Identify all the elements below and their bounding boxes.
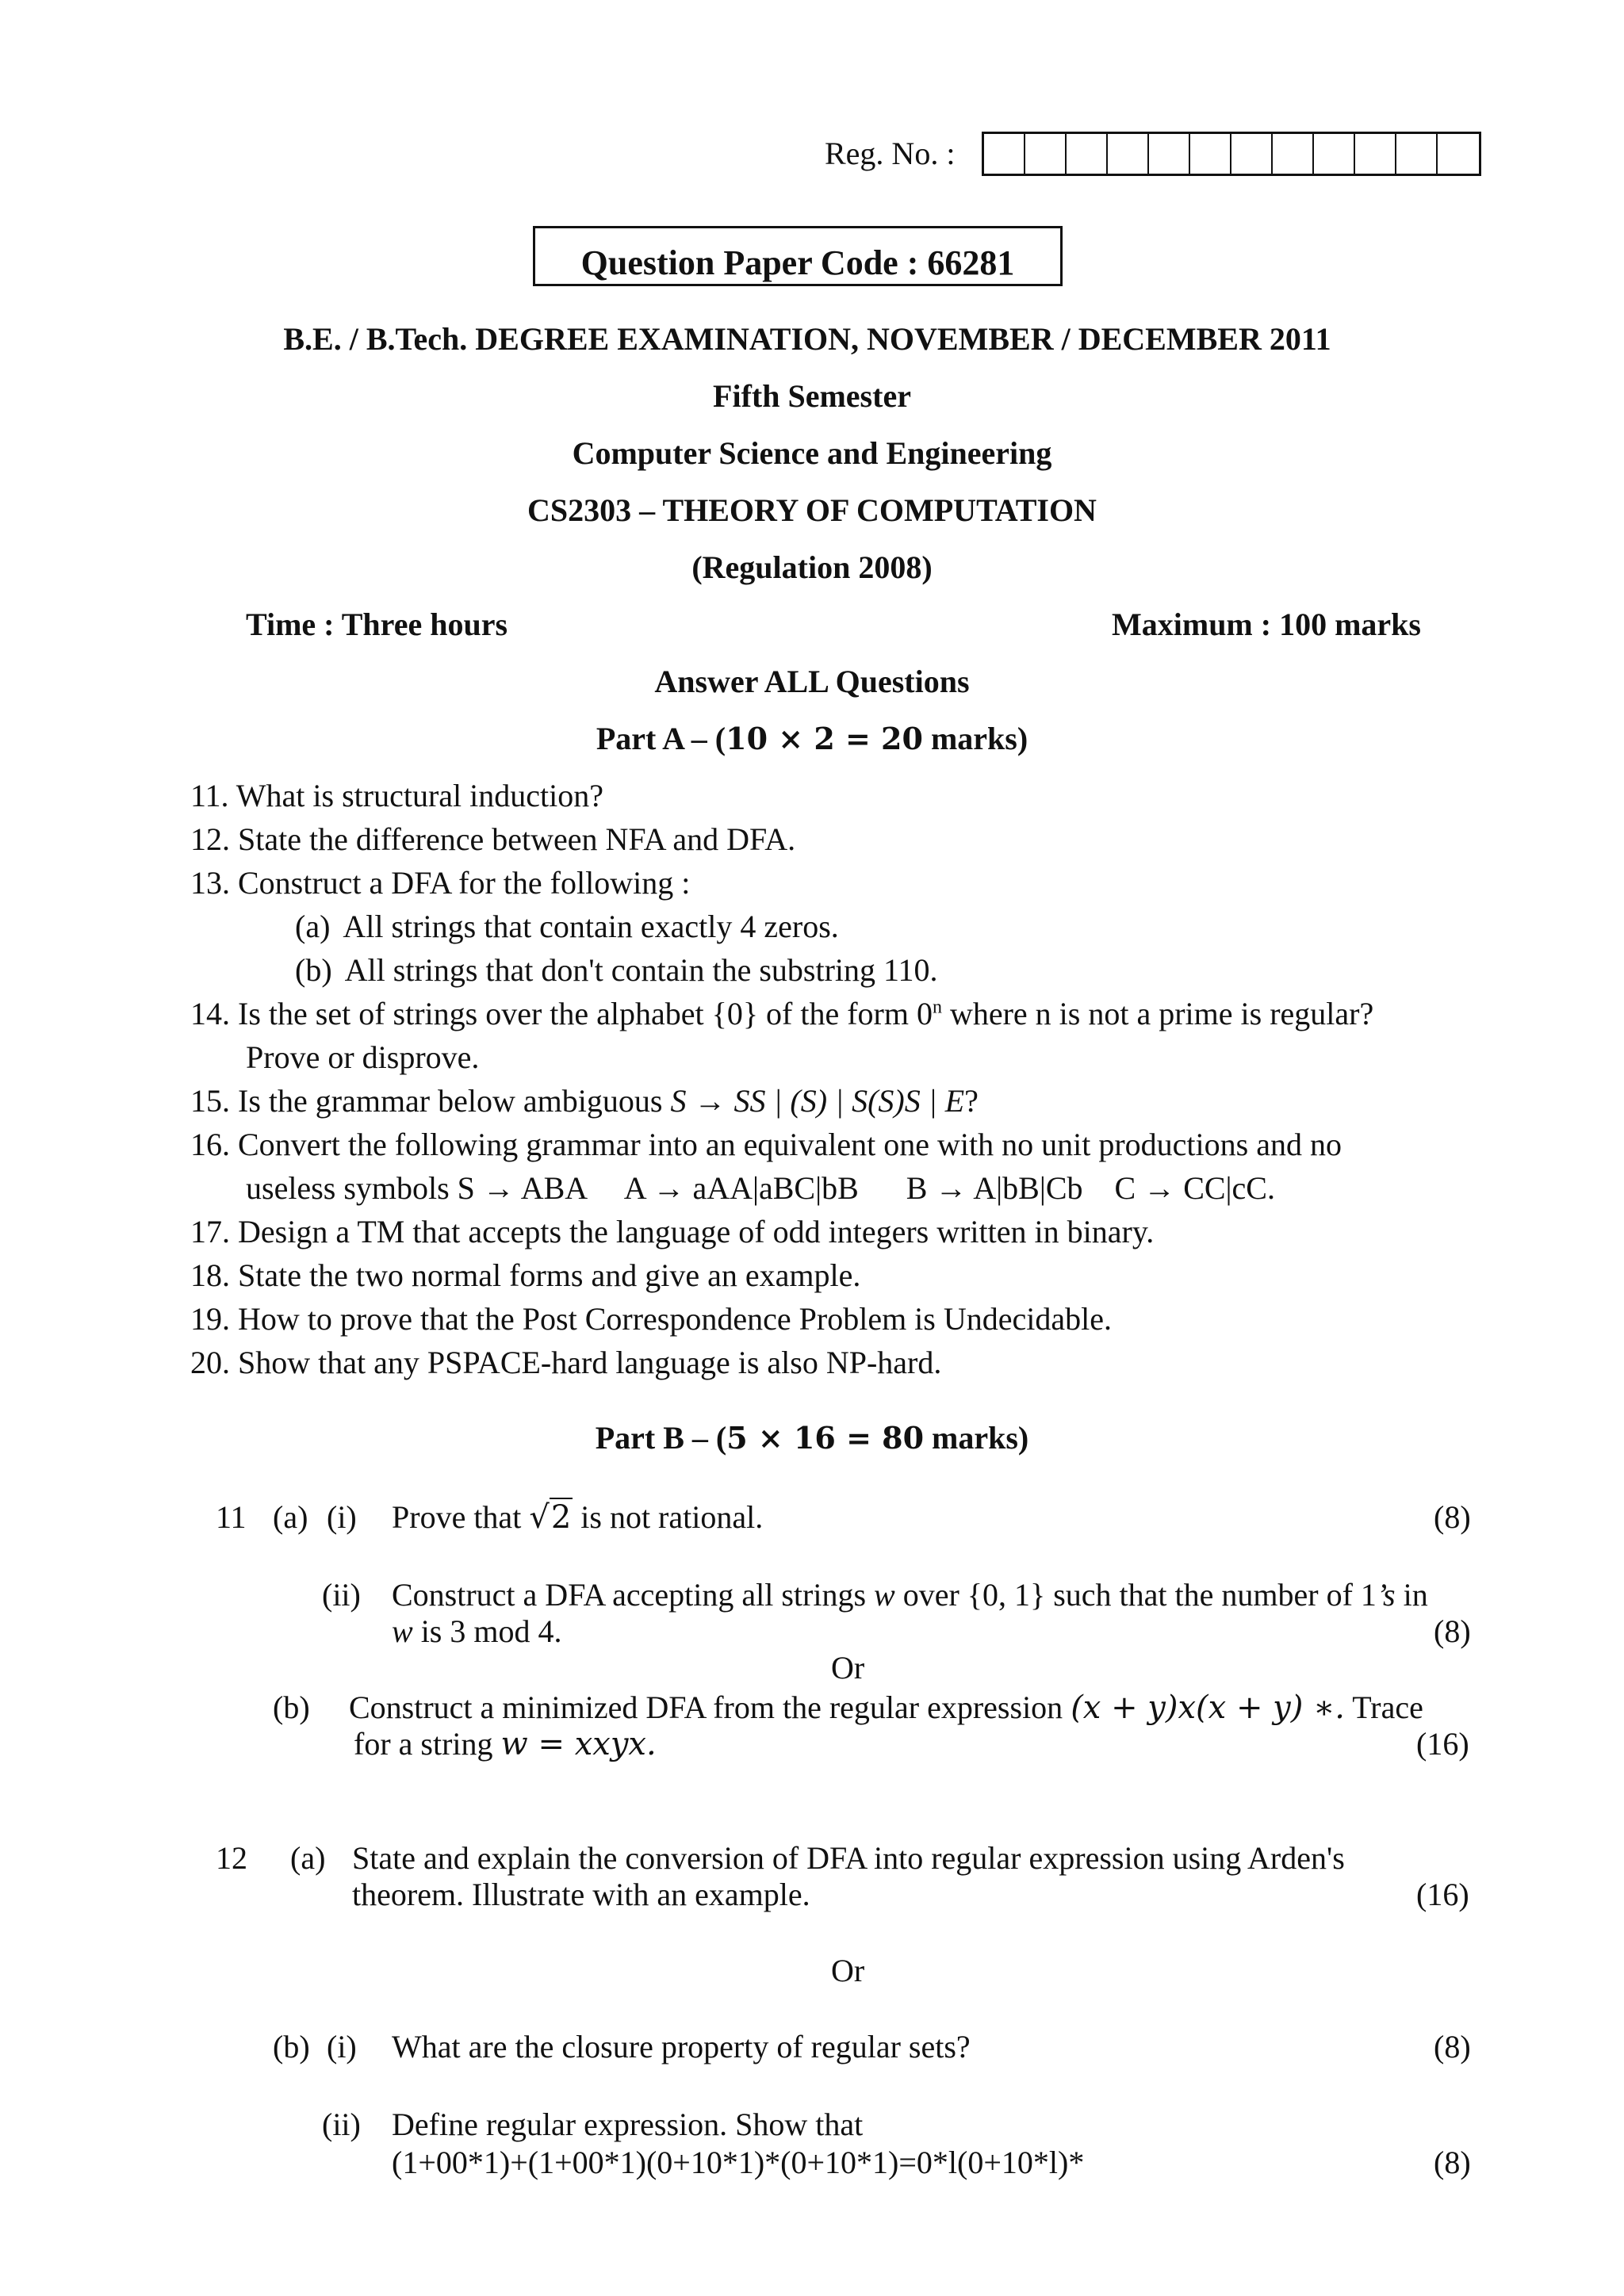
question-number: 15.: [190, 1083, 230, 1119]
text-a: Construct a DFA accepting all strings: [392, 1577, 875, 1613]
part-b-q11-ii-line2: [392, 1613, 561, 1651]
subject: CS2303 – THEORY OF COMPUTATION: [527, 492, 1097, 528]
part-a-title: [0, 720, 1624, 758]
part-a-title-suffix: marks): [922, 721, 1028, 756]
question-17: [190, 1213, 1154, 1251]
reg-no-digit-box[interactable]: [1396, 134, 1438, 174]
trace-string: w = xxyx.: [500, 1726, 657, 1762]
part-b-q12-i-text: What are the closure property of regular sets?: [392, 2029, 971, 2064]
part-b-q12-i-marks: (8): [1434, 2029, 1471, 2064]
reg-no-digit-box[interactable]: [984, 134, 1025, 174]
part-b-q11-b-label: (b): [273, 1689, 310, 1725]
question-14-line2: Prove or disprove.: [246, 1039, 480, 1075]
question-13-sub-b: [295, 951, 938, 989]
part-b-q11-b-line1: [349, 1689, 1423, 1727]
part-b-q11-i-label: (i): [327, 1499, 357, 1535]
text-b: over {0, 1} such that the number of 1: [894, 1577, 1377, 1613]
part-b-q12-ii-label: (ii): [322, 2107, 361, 2142]
grammar-expression: S → SS | (S) | S(S)S | E: [670, 1083, 965, 1119]
part-b-title-suffix: marks): [924, 1420, 1029, 1456]
question-16-line2: useless symbols S → ABA A → aAA|aBC|bB B → A|bB|Cb C → CC|cC.: [246, 1170, 1275, 1206]
exam-title: B.E. / B.Tech. DEGREE EXAMINATION, NOVEMBER / DECEMBER 2011: [283, 321, 1331, 357]
question-text: State the difference between NFA and DFA.: [238, 821, 796, 857]
question-14: [190, 995, 1373, 1033]
question-number: 11.: [190, 778, 229, 813]
reg-no-digit-box[interactable]: [1231, 134, 1273, 174]
part-b-q12-or: Or: [831, 1953, 865, 1988]
question-number: 12.: [190, 821, 230, 857]
text-after: is not rational.: [573, 1499, 764, 1535]
part-b-title-math: 5 × 16 = 80: [726, 1420, 925, 1456]
part-b-q12-ii-marks: (8): [1434, 2145, 1471, 2180]
question-end: ?: [964, 1083, 979, 1119]
question-text: Show that any PSPACE-hard language is also NP-hard.: [238, 1345, 942, 1380]
reg-no-digit-box[interactable]: [1273, 134, 1314, 174]
question-number: 20.: [190, 1345, 230, 1380]
question-number: 19.: [190, 1301, 230, 1337]
question-20: [190, 1344, 941, 1382]
reg-no-digit-box[interactable]: [1438, 134, 1479, 174]
part-b-q12-a-marks: (16): [1416, 1877, 1469, 1912]
part-b-title: [0, 1419, 1624, 1457]
part-b-q12-ii-line2: (1+00*1)+(1+00*1)(0+10*1)*(0+10*1)=0*l(0+10*l)*: [392, 2145, 1085, 2180]
question-number: 16.: [190, 1127, 230, 1162]
part-b-title-prefix: Part B – (: [595, 1420, 727, 1456]
part-b-q11-ii-marks: (8): [1434, 1613, 1471, 1649]
apostrophe-s: ’s: [1376, 1577, 1396, 1613]
paper-code-text: Question Paper Code : 66281: [580, 243, 1015, 282]
department: Computer Science and Engineering: [572, 435, 1052, 471]
part-b-q11-b-marks: (16): [1416, 1726, 1469, 1762]
sub-label: (b): [295, 952, 332, 988]
sub-text: All strings that don't contain the substring 110.: [344, 952, 938, 988]
question-text: Convert the following grammar into an equivalent one with no unit productions and no: [238, 1127, 1342, 1162]
part-b-q12-a-line2: theorem. Illustrate with an example.: [352, 1877, 810, 1912]
question-12: [190, 821, 795, 859]
part-b-q12-number: 12: [216, 1840, 247, 1876]
question-text-a: Is the set of strings over the alphabet {0} of the form 0: [238, 996, 933, 1031]
part-b-q11-a-label: (a): [273, 1499, 308, 1535]
part-b-q12-a-line1: State and explain the conversion of DFA into regular expression using Arden's: [352, 1840, 1345, 1876]
sub-label: (a): [295, 909, 331, 944]
question-text: Is the grammar below ambiguous: [238, 1083, 671, 1119]
regulation: (Regulation 2008): [691, 549, 933, 585]
question-16: [190, 1126, 1342, 1164]
superscript-n: n: [932, 997, 942, 1018]
question-text: Design a TM that accepts the language of odd integers written in binary.: [238, 1214, 1155, 1249]
reg-no-boxes[interactable]: [982, 132, 1481, 176]
reg-no-digit-box[interactable]: [1149, 134, 1190, 174]
part-b-q12-ii-line1: Define regular expression. Show that: [392, 2107, 864, 2142]
sqrt-symbol: √2: [529, 1499, 572, 1536]
question-text: State the two normal forms and give an example.: [238, 1257, 861, 1293]
question-11: [190, 777, 603, 815]
part-b-q12-a-label: (a): [290, 1840, 326, 1876]
part-b-q11-i-marks: (8): [1434, 1499, 1471, 1535]
reg-no-digit-box[interactable]: [1067, 134, 1108, 174]
text-before: Prove that: [392, 1499, 530, 1535]
trace-word: Trace: [1345, 1689, 1423, 1725]
text: for a string: [354, 1726, 501, 1762]
question-13: [190, 864, 690, 902]
text-c: in: [1395, 1577, 1428, 1613]
part-b-q11-ii-line1: [392, 1576, 1428, 1614]
part-b-q11-or: Or: [831, 1650, 865, 1686]
reg-no-label: Reg. No. :: [825, 136, 956, 171]
exam-time: Time : Three hours: [246, 607, 508, 642]
part-b-q12-b-label: (b): [273, 2029, 310, 2064]
question-text: How to prove that the Post Correspondence Problem is Undecidable.: [238, 1301, 1112, 1337]
question-text: Construct a DFA for the following :: [238, 865, 691, 901]
text: is 3 mod 4.: [412, 1613, 562, 1649]
reg-no-digit-box[interactable]: [1355, 134, 1396, 174]
reg-no-digit-box[interactable]: [1314, 134, 1355, 174]
maximum-marks: Maximum : 100 marks: [1112, 607, 1421, 642]
question-18: [190, 1257, 860, 1295]
question-13-sub-a: [295, 908, 839, 946]
question-number: 14.: [190, 996, 230, 1031]
instruction: Answer ALL Questions: [654, 664, 970, 699]
part-a-title-math: 10 × 2 = 20: [726, 721, 923, 756]
part-a-title-prefix: Part A – (: [596, 721, 726, 756]
semester: Fifth Semester: [713, 378, 911, 414]
regex-expression: (x + y)x(x + y) ∗.: [1071, 1689, 1345, 1726]
part-b-q11-number: 11: [216, 1499, 247, 1535]
question-15: [190, 1082, 979, 1120]
part-b-q12-i-label: (i): [327, 2029, 357, 2064]
question-text: What is structural induction?: [236, 778, 603, 813]
text: Construct a minimized DFA from the regular expression: [349, 1689, 1071, 1725]
question-paper-code: [533, 226, 1063, 286]
reg-no-digit-box[interactable]: [1025, 134, 1067, 174]
question-number: 13.: [190, 865, 230, 901]
sqrt-radicand: 2: [550, 1499, 572, 1536]
sub-text: All strings that contain exactly 4 zeros.: [343, 909, 839, 944]
question-text-b: where n is not a prime is regular?: [941, 996, 1374, 1031]
reg-no-digit-box[interactable]: [1108, 134, 1149, 174]
question-number: 17.: [190, 1214, 230, 1249]
var-w: w: [392, 1613, 413, 1649]
question-19: [190, 1300, 1112, 1338]
reg-no-digit-box[interactable]: [1190, 134, 1231, 174]
part-b-q11-ii-label: (ii): [322, 1577, 361, 1613]
part-b-q11-i-text: [392, 1498, 763, 1536]
part-b-q11-b-line2: [354, 1725, 657, 1763]
question-number: 18.: [190, 1257, 230, 1293]
var-w: w: [874, 1577, 895, 1613]
